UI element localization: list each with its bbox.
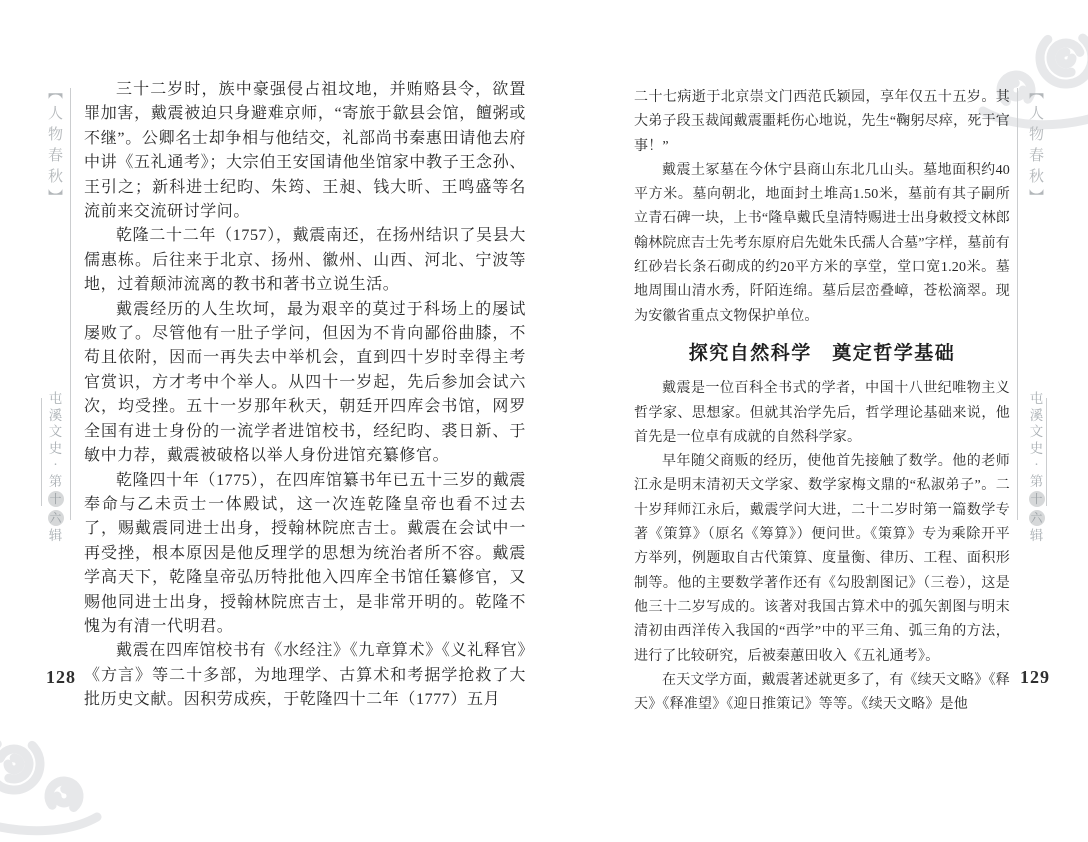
volume-label-vertical [1028,392,1045,543]
volume-char: 辑 [48,528,63,543]
left-page-text [84,78,526,713]
body-paragraph: 戴震经历的人生坎坷，最为艰辛的莫过于科场上的屡试屡败了。尽管他有一肚子学问，但因为不肯向鄙俗曲膝，不苟且依附，因而一再失去中举机会，直到四十岁时幸得主考官赏识，方才考中个举人。从四十一岁起，先后参加会试六次，均受挫。五十一岁那年秋天，朝廷开四库会书馆，网罗全国有进士身份的一流学者进馆校书，经纪昀、裘日新、于敏中力荐，戴震被破格以举人身份进馆充纂修官。 [84,300,526,465]
body-paragraph: 在天文学方面，戴震著述就更多了，有《续天文略》《释天》《释准望》《迎日推策记》等等。《续天文略》是他 [634,672,1010,713]
body-paragraph: 乾隆四十年（1775），在四库馆纂书年已五十三岁的戴震奉命与乙未贡士一体殿试，这一次连乾隆皇帝也看不过去了，赐戴震同进士出身，授翰林院庶吉士。戴震在会试中一再受挫，根本原因是他反理学的思想为统治者所不容。戴震学高天下，乾隆皇帝弘历特批他入四库全书馆任纂修官，又赐他同进士出身，授翰林院庶吉士，是非常开明的。乾隆不愧为有清一代明君。 [84,471,526,635]
body-paragraph: 戴震是一位百科全书式的学者，中国十八世纪唯物主义哲学家、思想家。但就其治学先后，哲学理论基础来说，他首先是一位卓有成就的自然科学家。 [634,381,1010,445]
cloud-ornament-icon [0,692,102,842]
volume-char: 第 [1029,473,1044,489]
volume-char: 屯 [48,391,63,406]
body-paragraph: 戴震在四库馆校书有《水经注》《九章算术》《义礼释官》《方言》等二十多部，为地理学、古算术和考据学抢救了大批历史文献。因积劳成疾，于乾隆四十二年（1777）五月 [84,642,526,709]
body-paragraph: 乾隆二十二年（1757），戴震南还，在扬州结识了吴县大儒惠栋。后往来于北京、扬州、徽州、山西、河北、宁波等地，过着颠沛流离的教书和著书立说生活。 [84,227,526,294]
volume-char: 文 [48,424,63,439]
series-title-vertical: 【人物春秋】 [1027,84,1043,210]
volume-char: 溪 [1029,407,1044,423]
volume-char: 第 [48,473,63,489]
sidebar-accent-rule [41,398,42,506]
right-page-text [634,86,1010,717]
volume-char: · [1034,457,1039,472]
body-paragraph: 戴震土冢墓在今休宁县商山东北几山头。墓地面积约40平方米。墓向朝北，地面封土堆高1.50米，墓前有其子嗣所立青石碑一块，上书“隆阜戴氏皇清特赐进士出身敕授文林郎翰林院庶吉士先考东原府启先妣朱氏孺人合墓”字样，墓前有红砂岩长条石砌成的约20平方米的享堂，堂口宽1.20米。墓地周围山清水秀，阡陌连绵。墓后层峦叠嶂，苍松滴翠。现为安徽省重点文物保护单位。 [634,162,1010,324]
volume-char: 屯 [1029,391,1044,406]
page-number-right: 129 [1020,667,1050,687]
sidebar-rule [70,88,71,520]
volume-char-circled: 十 [49,492,62,506]
series-title-vertical: 【人物春秋】 [46,84,62,210]
volume-char: · [53,457,58,472]
page-number-left: 128 [46,667,76,687]
volume-char: 文 [1029,424,1044,439]
volume-label-vertical [47,392,64,543]
body-paragraph: 二十七病逝于北京崇文门西范氏颖园，享年仅五十五岁。其大弟子段玉裁闻戴震噩耗伤心地说，先生“鞠躬尽瘁，死于官事！” [634,90,1010,154]
volume-char-circled: 六 [1030,511,1043,525]
volume-char: 辑 [1029,528,1044,543]
sidebar-rule [1017,88,1018,520]
volume-char-circled: 六 [49,511,62,525]
volume-char: 史 [48,440,63,456]
volume-char-circled: 十 [1030,492,1043,506]
volume-char: 史 [1029,440,1044,456]
volume-char: 溪 [48,407,63,423]
body-paragraph: 三十二岁时，族中豪强侵占祖坟地，并贿赂县令，欲置罪加害，戴震被迫只身避难京师，“寄旅于歙县会馆，饘粥或不继”。公卿名士却争相与他结交，礼部尚书秦惠田请他去府中讲《五礼通考》；大宗伯王安国请他坐馆家中教子王念孙、王引之；新科进士纪昀、朱筠、王昶、钱大昕、王鸣盛等名流前来交流研讨学问。 [84,81,526,221]
sidebar-accent-rule [1046,398,1047,506]
section-heading: 探究自然科学 奠定哲学基础 [688,342,956,364]
body-paragraph: 早年随父商贩的经历，使他首先接触了数学。他的老师江永是明末清初天文学家、数学家梅文鼎的“私淑弟子”。二十岁拜师江永后，戴震学问大进，二十二岁时第一篇数学专著《策算》（原名《筹算》）便问世。《策算》专为乘除开平方举列，例题取自古代策算、度量衡、律历、工程、面积形制等。他的主要数学著作还有《勾股割图记》（三卷），这是他三十二岁写成的。该著对我国古算术中的弧矢割图与明末清初由西洋传入我国的“西学”中的平三角、弧三角的方法，进行了比较研究，后被秦蕙田收入《五礼通考》。 [634,454,1010,664]
